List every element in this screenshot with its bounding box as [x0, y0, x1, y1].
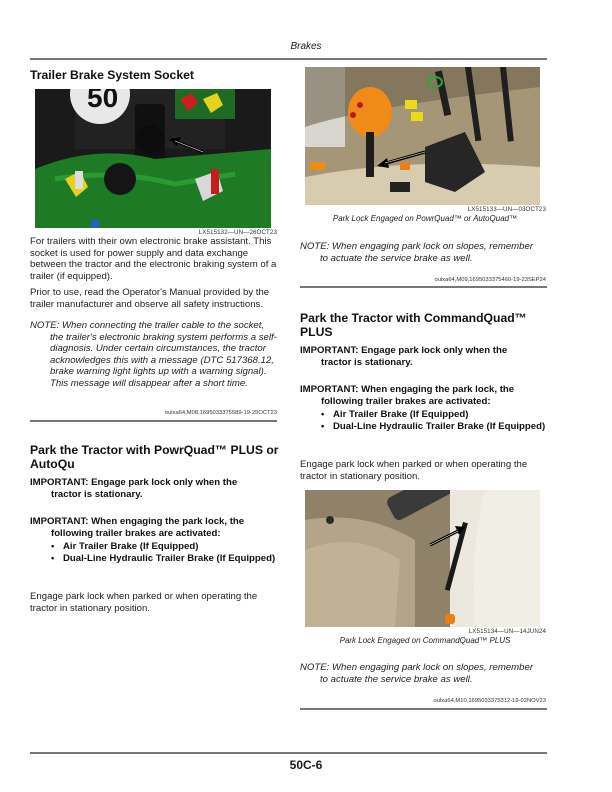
important-lead: IMPORTANT: Engage park lock only when the: [30, 477, 238, 488]
note-continuation: to actuate the service brake as well.: [320, 252, 473, 264]
paragraph-engage-park-lock: Engage park lock when parked or when operating the tractor in stationary position.: [30, 591, 258, 614]
important-continuation: tractor is stationary.: [51, 488, 143, 500]
header-rule: [30, 58, 547, 60]
svg-text:50: 50: [87, 89, 119, 113]
reference-code-m09: oulxa64,M09,1695033375460-19-23SEP24: [434, 277, 546, 283]
section-end-rule: [30, 420, 277, 422]
paragraph-engage-park-lock: Engage park lock when parked or when operating the tractor in stationary position.: [300, 459, 528, 482]
section-title-park-powrquad: Park the Tractor with PowrQuad™ PLUS or AutoQu: [30, 443, 279, 471]
note-trailer-cable: [30, 320, 280, 390]
reference-code-m08: oulxa64,M08,1695033375589-19-25OCT23: [164, 410, 277, 416]
list-item: • Dual-Line Hydraulic Trailer Brake (If Equipped): [321, 421, 555, 433]
paragraph-socket-purpose: For trailers with their own electronic brake assistant. This socket is used for power supply and data exchange between the tractor and the electronic braking system of a trailer (if equipped).: [30, 236, 277, 282]
paragraph-read-manual: Prior to use, read the Operator's Manual provided by the trailer manufacturer and observe all safety instructions.: [30, 287, 270, 310]
figure-id-lx515133: LX515133—UN—03OCT23: [467, 206, 546, 213]
important-lead: IMPORTANT: When engaging the park lock, the: [300, 384, 515, 395]
important-stationary: [300, 345, 555, 368]
commandquad-seat-illustration: [305, 490, 540, 627]
note-continuation: to actuate the service brake as well.: [320, 673, 473, 685]
reference-code-m10: oulxa64,M10,1695033375312-19-02NOV23: [433, 698, 546, 704]
figure-id-lx515134: LX515134—UN—14JUN24: [468, 628, 546, 635]
trailer-socket-illustration: [35, 89, 271, 228]
section-title-park-commandquad: Park the Tractor with CommandQuad™ PLUS: [300, 311, 527, 339]
powrquad-console-image-icon: [305, 67, 540, 205]
important-lead: IMPORTANT: When engaging the park lock, the: [30, 516, 245, 527]
note-lead: NOTE: When engaging park lock on slopes, remember: [300, 241, 534, 252]
powrquad-console-illustration: [305, 67, 540, 205]
important-trailer-brakes: [30, 516, 285, 564]
important-lead: IMPORTANT: Engage park lock only when the: [300, 345, 508, 356]
note-slopes-2: [300, 662, 555, 685]
trailer-brake-list: [300, 409, 555, 432]
important-continuation: following trailer brakes are activated:: [321, 395, 491, 407]
important-trailer-brakes: [300, 384, 555, 432]
figure-id-lx515132: LX515132—UN—26OCT23: [198, 229, 277, 236]
note-slopes-1: [300, 241, 555, 264]
figure-caption-commandquad: Park Lock Engaged on CommandQuad™ PLUS: [339, 636, 511, 645]
running-head: Brakes: [290, 41, 322, 52]
important-continuation: tractor is stationary.: [321, 356, 413, 368]
section-end-rule: [300, 708, 547, 710]
section-title-trailer-brake-socket: Trailer Brake System Socket: [30, 68, 194, 82]
list-item: • Dual-Line Hydraulic Trailer Brake (If Equipped): [51, 553, 285, 565]
section-end-rule: [300, 286, 547, 288]
important-stationary: [30, 477, 285, 500]
trailer-socket-image-icon: [35, 89, 271, 228]
note-continuation: the trailer's electronic braking system performs a self-diagnosis. Under certain circumstances, the tractor acknowledges this with a message (DTC 517368.12, brake warning light lights up with a warning signal). This message will disappear after a short time.: [50, 331, 277, 389]
commandquad-seat-image-icon: [305, 490, 540, 627]
footer-rule: [30, 752, 547, 754]
trailer-brake-list: [30, 541, 285, 564]
list-item: • Air Trailer Brake (If Equipped): [321, 409, 555, 421]
note-lead: NOTE: When connecting the trailer cable to the socket,: [30, 320, 265, 331]
figure-caption-powrquad: Park Lock Engaged on PowrQuad™ or AutoQuad™: [332, 214, 518, 223]
note-lead: NOTE: When engaging park lock on slopes, remember: [300, 662, 534, 673]
important-continuation: following trailer brakes are activated:: [51, 527, 221, 539]
list-item: • Air Trailer Brake (If Equipped): [51, 541, 285, 553]
page-number: 50C-6: [289, 758, 323, 772]
